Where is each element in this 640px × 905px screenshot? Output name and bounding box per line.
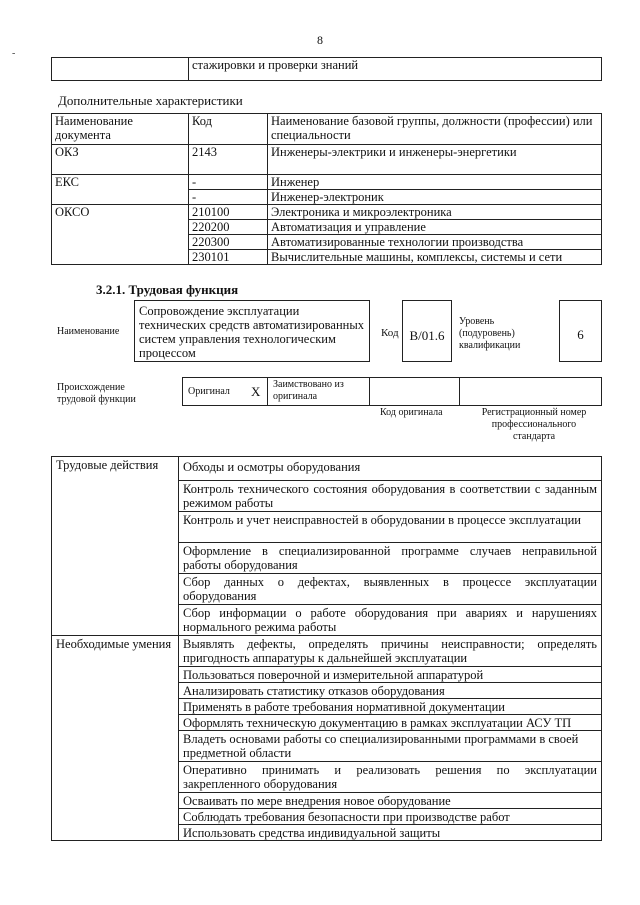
skill-item: Выявлять дефекты, определять причины неисправности; определять пригодность аппаратуры к дальнейшей эксплуатации [179,636,602,667]
divider [369,378,370,405]
function-heading: 3.2.1. Трудовая функция [96,282,239,297]
table-row [52,175,602,190]
divider [459,378,460,405]
table-row [52,145,602,175]
cell-name: Инженер-электроник [268,190,602,205]
cell-name: Электроника и микроэлектроника [268,205,602,220]
action-item: Контроль и учет неисправностей в оборудовании в процессе эксплуатации [179,512,602,543]
reg-number-label: Регистрационный номер профессионального стандарта [481,407,587,442]
cell-name: Инженер [268,175,602,190]
action-item: Обходы и осмотры оборудования [179,457,602,481]
level-label: Уровень (подуровень) квалификации [459,316,521,351]
skill-item: Пользоваться поверочной и измерительной аппаратурой [179,667,602,683]
skills-label: Необходимые умения [52,636,179,841]
page-number: 8 [317,33,323,47]
cell-code: - [189,190,268,205]
continuation-table [51,57,602,81]
column-header-code: Код [189,114,268,145]
cell-name: Вычислительные машины, комплексы, системы и сети [268,250,602,265]
column-header-name: Наименование базовой группы, должности (профессии) или специальности [268,114,602,145]
table-row [52,205,602,220]
action-item: Оформление в специализированной программе случаев неправильной работы оборудования [179,543,602,574]
code-original-label: Код оригинала [380,407,443,418]
action-item: Сбор данных о дефектах, выявленных в процессе эксплуатации оборудования [179,574,602,605]
cell-doc: ОКСО [52,205,189,265]
divider [267,378,268,405]
original-label: Оригинал [188,386,230,397]
action-item: Сбор информации о работе оборудования при авариях и нарушениях нормального режима работы [179,605,602,636]
function-code-box: B/01.6 [402,300,452,362]
origin-box [182,377,602,406]
skill-item: Соблюдать требования безопасности при производстве работ [179,809,602,825]
table-row [52,457,602,481]
function-details-table [51,456,602,841]
name-label: Наименование [57,326,120,337]
skill-item: Владеть основами работы со специализированными программами в своей предметной области [179,731,602,762]
code-label: Код [381,327,399,339]
cell-code: 210100 [189,205,268,220]
table-cell-empty [52,58,189,81]
table-row [52,58,602,81]
skill-item: Осваивать по мере внедрения новое оборудование [179,793,602,809]
table-header-row [52,114,602,145]
column-header-document: Наименование документа [52,114,189,145]
skill-item: Использовать средства индивидуальной защиты [179,825,602,841]
cell-name: Инженеры-электрики и инженеры-энергетики [268,145,602,175]
cell-code: 220300 [189,235,268,250]
cell-code: 2143 [189,145,268,175]
borrowed-label: Заимствовано из оригинала [273,379,344,402]
section-heading-additional: Дополнительные характеристики [58,93,243,108]
margin-mark: - [12,48,16,59]
table-cell: стажировки и проверки знаний [189,58,602,81]
cell-code: 230101 [189,250,268,265]
cell-name: Автоматизация и управление [268,220,602,235]
skill-item: Анализировать статистику отказов оборудования [179,683,602,699]
level-value-box: 6 [559,300,602,362]
actions-label: Трудовые действия [52,457,179,636]
cell-name: Автоматизированные технологии производства [268,235,602,250]
original-mark: X [251,384,261,399]
skill-item: Оперативно принимать и реализовать решения по эксплуатации закрепленного оборудования [179,762,602,793]
skill-item: Применять в работе требования нормативной документации [179,699,602,715]
table-row [52,636,602,667]
function-name-box: Сопровождение эксплуатации технических средств автоматизированных систем управления технологическим процессом [134,300,370,362]
skill-item: Оформлять техническую документацию в рамках эксплуатации АСУ ТП [179,715,602,731]
action-item: Контроль технического состояния оборудования в соответствии с заданным режимом работы [179,481,602,512]
origin-label: Происхождение трудовой функции [57,382,136,405]
cell-code: 220200 [189,220,268,235]
cell-doc: ЕКС [52,175,189,205]
additional-characteristics-table [51,113,602,265]
cell-doc: ОКЗ [52,145,189,175]
cell-code: - [189,175,268,190]
